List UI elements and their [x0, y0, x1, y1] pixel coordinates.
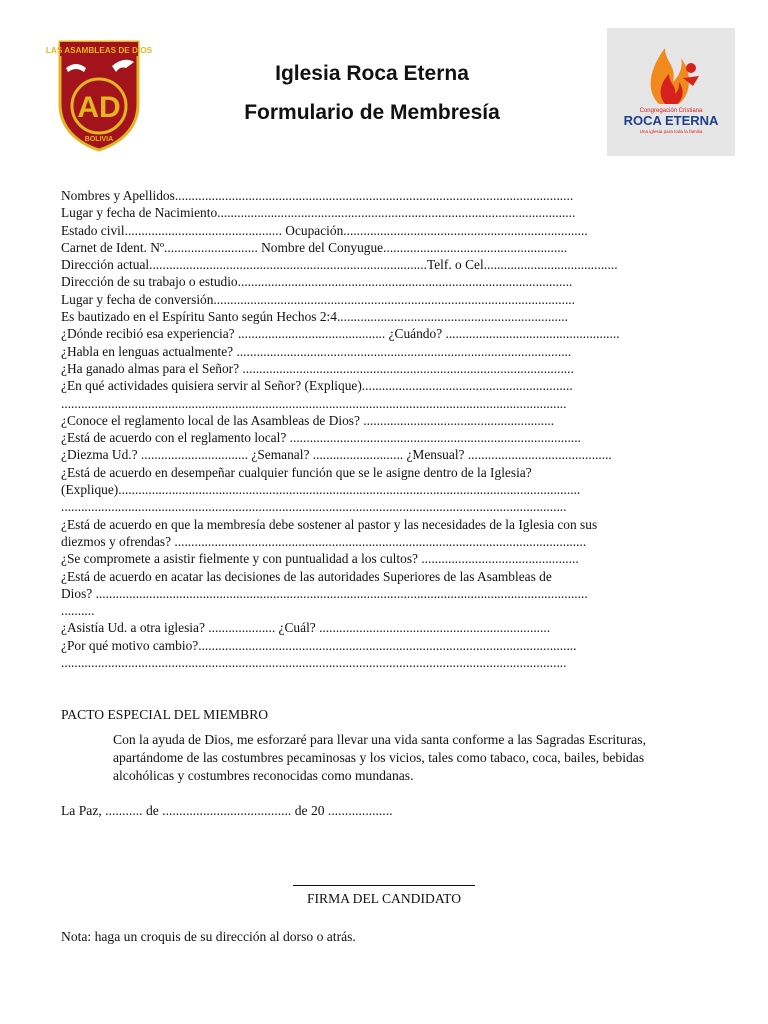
signature-line	[293, 885, 475, 886]
form-line: ¿Está de acuerdo en acatar las decisiones de las autoridades Superiores de las Asambleas de	[61, 568, 552, 584]
form-line: ¿Está de acuerdo en que la membresía debe sostener al pastor y las necesidades de la Iglesia con sus	[61, 516, 598, 532]
form-line: Lugar y fecha de conversión............................................................................................................	[61, 291, 575, 307]
logo-tagline: Una iglesia para toda la familia	[639, 129, 703, 134]
form-line: Es bautizado en el Espíritu Santo según Hechos 2:4.....................................................................	[61, 309, 568, 325]
pact-line: Con la ayuda de Dios, me esforzaré para llevar una vida santa conforme a las Sagradas Escrituras,	[113, 732, 646, 747]
pact-body	[113, 731, 708, 785]
form-line: diezmos y ofrendas? ...........................................................................................................................	[61, 533, 587, 549]
form-line: ¿Se compromete a asistir fielmente y con puntualidad a los cultos? ...............................................	[61, 551, 579, 567]
form-line: Nombres y Apellidos.......................................................................................................................	[61, 188, 574, 203]
footer-note: Nota: haga un croquis de su dirección al dorso o atrás.	[61, 929, 356, 944]
form-line: Dirección de su trabajo o estudio....................................................................................................	[61, 274, 573, 290]
form-line: Carnet de Ident. Nº............................ Nombre del Conyugue.......................................................	[61, 239, 568, 255]
form-line: ¿Habla en lenguas actualmente? ....................................................................................................	[61, 343, 572, 359]
form-line: ¿Está de acuerdo con el reglamento local? .......................................................................................	[61, 430, 581, 446]
pact-line: alcohólicas y costumbres reconocidas como mundanas.	[113, 768, 414, 783]
date-line: La Paz, ........... de ...................................... de 20 ...................	[61, 803, 393, 818]
logo-bottom-text: BOLIVIA	[84, 136, 114, 143]
form-line: ¿Conoce el reglamento local de las Asambleas de Dios? .........................................................	[61, 412, 555, 428]
pact-title: PACTO ESPECIAL DEL MIEMBRO	[61, 707, 269, 722]
logo-small-text: Congregación Cristiana	[639, 108, 703, 114]
page-subtitle: Formulario de Membresía	[244, 101, 500, 124]
form-line: ¿Está de acuerdo en desempeñar cualquier función que se le asigne dentro de la Iglesia?	[61, 464, 532, 480]
form-line: .......................................................................................................................................................	[61, 499, 567, 515]
logo-top-text: LAS ASAMBLEAS DE DIOS	[45, 46, 153, 55]
form-line: .......................................................................................................................................................	[61, 395, 567, 411]
form-line: ..........	[61, 603, 95, 619]
logo-name: ROCA ETERNA	[623, 113, 719, 128]
form-line: Dios? ...................................................................................................................................................	[61, 585, 588, 601]
asambleas-de-dios-logo	[45, 38, 153, 152]
form-line: .......................................................................................................................................................	[61, 655, 567, 671]
signature-label: FIRMA DEL CANDIDATO	[306, 891, 462, 906]
form-fields	[61, 187, 711, 671]
form-line: ¿Dónde recibió esa experiencia? ............................................ ¿Cuándo? ....................................................	[61, 326, 620, 342]
pact-line: apartándome de las costumbres pecaminosas y los vicios, tales como tabaco, coca, bailes, bebidas	[113, 750, 645, 765]
form-line: ¿Por qué motivo cambio?.................................................................................................................	[61, 637, 577, 653]
form-line: Dirección actual...................................................................................Telf. o Cel........................................	[61, 257, 618, 273]
page-title: Iglesia Roca Eterna	[275, 62, 469, 85]
form-line: ¿Diezma Ud.? ................................ ¿Semanal? ........................... ¿Mensual? ...........................................	[61, 447, 612, 463]
form-line: (Explique)..........................................................................................................................................	[61, 482, 581, 498]
logo-letters: AD	[77, 91, 121, 124]
form-line: ¿Ha ganado almas para el Señor? ...................................................................................................	[61, 360, 574, 376]
roca-eterna-logo	[607, 28, 735, 156]
form-line: Estado civil............................................... Ocupación.........................................................................	[61, 222, 588, 238]
form-line: Lugar y fecha de Nacimiento...........................................................................................................	[61, 205, 576, 221]
form-line: ¿Asistía Ud. a otra iglesia? .................... ¿Cuál? .....................................................................	[61, 620, 551, 636]
form-line: ¿En qué actividades quisiera servir al Señor? (Explique)...............................................................	[61, 378, 573, 394]
